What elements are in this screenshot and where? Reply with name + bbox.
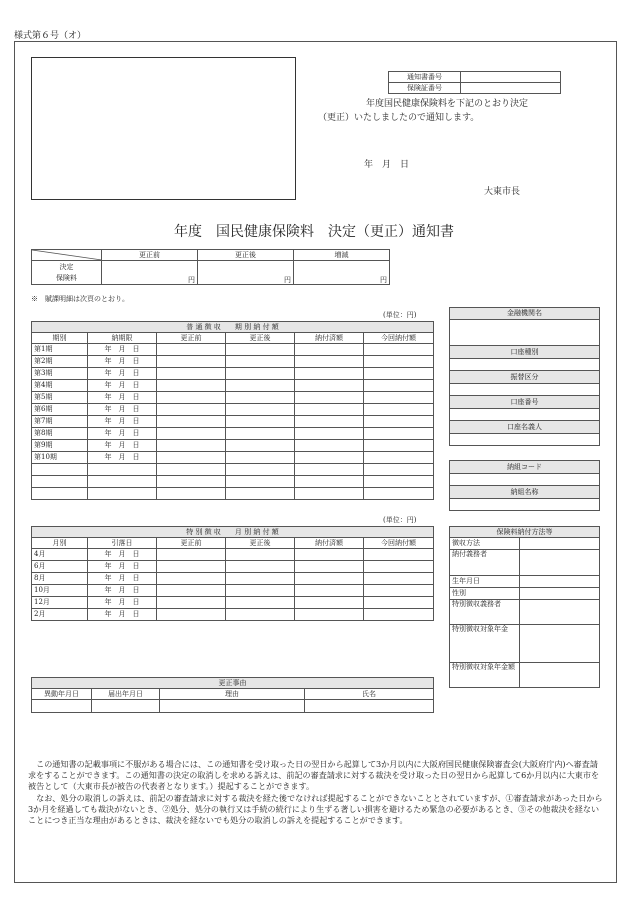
regular-amount-cell bbox=[295, 416, 364, 428]
special-header-5: 今回納付額 bbox=[364, 538, 434, 549]
notice-date: 年 月 日 bbox=[364, 160, 410, 170]
special-amount-cell bbox=[157, 561, 226, 573]
regular-row bbox=[32, 344, 434, 356]
regular-amount-cell bbox=[295, 380, 364, 392]
regular-amount-cell bbox=[364, 416, 434, 428]
regular-period-label bbox=[32, 476, 88, 488]
correction-table bbox=[31, 677, 434, 713]
special-header-4: 納付済額 bbox=[295, 538, 364, 549]
regular-amount-cell bbox=[226, 440, 295, 452]
correction-cell bbox=[305, 700, 434, 713]
regular-amount-cell bbox=[295, 368, 364, 380]
regular-date bbox=[88, 476, 157, 488]
gender-label: 性別 bbox=[450, 588, 520, 600]
regular-date: 年 月 日 bbox=[88, 368, 157, 380]
bank-name-label: 金融機関名 bbox=[450, 308, 600, 320]
regular-amount-cell bbox=[157, 416, 226, 428]
transfer-type-value bbox=[450, 384, 600, 396]
payment-method-table bbox=[449, 526, 600, 688]
regular-period-label bbox=[32, 464, 88, 476]
regular-period-label: 第3期 bbox=[32, 368, 88, 380]
regular-amount-cell bbox=[295, 392, 364, 404]
regular-amount-cell bbox=[226, 476, 295, 488]
correction-head-name: 氏名 bbox=[305, 689, 434, 700]
correction-head-change-date: 異動年月日 bbox=[32, 689, 92, 700]
collection-method-label: 徴収方法 bbox=[450, 538, 520, 550]
regular-row bbox=[32, 428, 434, 440]
payment-code-value bbox=[450, 474, 600, 486]
insurance-number-label: 保険証番号 bbox=[389, 83, 461, 94]
notice-number-value bbox=[461, 72, 561, 83]
special-amount-cell bbox=[364, 609, 434, 621]
special-title: 特 別 徴 収 月 別 納 付 額 bbox=[32, 527, 434, 538]
regular-header-1: 納期限 bbox=[88, 333, 157, 344]
obligor-value bbox=[520, 550, 600, 576]
regular-amount-cell bbox=[364, 428, 434, 440]
summary-col-after: 更正後 bbox=[198, 250, 294, 261]
special-header-3: 更正後 bbox=[226, 538, 295, 549]
notice-number-table bbox=[388, 71, 561, 94]
special-date: 年 月 日 bbox=[88, 609, 157, 621]
special-amount-cell bbox=[226, 573, 295, 585]
regular-period-label: 第7期 bbox=[32, 416, 88, 428]
special-amount-cell bbox=[157, 573, 226, 585]
special-pension-amount-value bbox=[520, 663, 600, 688]
regular-header-5: 今回納付額 bbox=[364, 333, 434, 344]
regular-amount-cell bbox=[364, 488, 434, 500]
special-amount-cell bbox=[226, 549, 295, 561]
regular-amount-cell bbox=[364, 368, 434, 380]
regular-amount-cell bbox=[157, 344, 226, 356]
regular-amount-cell bbox=[364, 344, 434, 356]
regular-header-3: 更正後 bbox=[226, 333, 295, 344]
payment-method-title: 保険料納付方法等 bbox=[450, 527, 600, 538]
correction-head-reason: 理由 bbox=[160, 689, 305, 700]
special-date: 年 月 日 bbox=[88, 585, 157, 597]
regular-amount-cell bbox=[157, 476, 226, 488]
regular-amount-cell bbox=[226, 392, 295, 404]
special-amount-cell bbox=[295, 561, 364, 573]
special-date: 年 月 日 bbox=[88, 561, 157, 573]
regular-row bbox=[32, 368, 434, 380]
special-date: 年 月 日 bbox=[88, 573, 157, 585]
birthdate-value bbox=[520, 576, 600, 588]
regular-amount-cell bbox=[226, 428, 295, 440]
special-header-2: 更正前 bbox=[157, 538, 226, 549]
special-amount-cell bbox=[295, 549, 364, 561]
regular-row bbox=[32, 464, 434, 476]
regular-date: 年 月 日 bbox=[88, 356, 157, 368]
appeal-notice: この通知書の記載事項に不服がある場合には、この通知書を受け取った日の翌日から起算して3か月以内に大阪府国民健康保険審査会(大阪府庁内)へ審査請求をすることができます。この通知書の決定の取消しを求める訴えは、前記の審査請求に対する裁決を受け取った日の翌日から起算して6か月以内に大東市を被告として（大東市長が被告の代表者となります。）提起することができます。 なお、処分の取消しの訴えは、前記の審査請求に対する裁決を経た後でなければ提起することができないこととされていますが、①審査請求があった日から3か月を経過しても裁決がないとき、②処分、処分の執行又は手続の続行により生ずる著しい損害を避けるため緊急の必要があるとき、③その他裁決を経ないことにつき正当な理由があるときは、裁決を経ないでも処分の取消しの訴えを提起することができます。 bbox=[28, 759, 603, 826]
regular-amount-cell bbox=[226, 368, 295, 380]
regular-amount-cell bbox=[157, 452, 226, 464]
special-amount-cell bbox=[157, 585, 226, 597]
regular-amount-cell bbox=[364, 356, 434, 368]
special-header-1: 引落日 bbox=[88, 538, 157, 549]
special-period-label: 8月 bbox=[32, 573, 88, 585]
account-holder-label: 口座名義人 bbox=[450, 421, 600, 434]
unit-label-special: (単位：円) bbox=[383, 516, 417, 524]
special-header-0: 月別 bbox=[32, 538, 88, 549]
regular-amount-cell bbox=[295, 476, 364, 488]
regular-amount-cell bbox=[157, 392, 226, 404]
special-amount-cell bbox=[226, 561, 295, 573]
payment-code-label: 納組コード bbox=[450, 461, 600, 474]
regular-amount-cell bbox=[157, 380, 226, 392]
regular-amount-cell bbox=[295, 404, 364, 416]
regular-row bbox=[32, 356, 434, 368]
regular-header-4: 納付済額 bbox=[295, 333, 364, 344]
regular-date: 年 月 日 bbox=[88, 452, 157, 464]
notice-number-label: 通知書番号 bbox=[389, 72, 461, 83]
regular-amount-cell bbox=[226, 464, 295, 476]
special-amount-cell bbox=[364, 585, 434, 597]
regular-amount-cell bbox=[364, 404, 434, 416]
special-amount-cell bbox=[364, 561, 434, 573]
address-window bbox=[31, 57, 296, 200]
special-pension-label: 特別徴収対象年金 bbox=[450, 625, 520, 663]
regular-row bbox=[32, 440, 434, 452]
special-amount-cell bbox=[157, 549, 226, 561]
regular-amount-cell bbox=[157, 368, 226, 380]
issuer: 大東市長 bbox=[484, 187, 521, 197]
regular-date: 年 月 日 bbox=[88, 392, 157, 404]
regular-header-2: 更正前 bbox=[157, 333, 226, 344]
correction-cell bbox=[160, 700, 305, 713]
summary-row-label: 決定 保険料 bbox=[32, 261, 102, 285]
regular-row bbox=[32, 488, 434, 500]
special-collection-table bbox=[31, 526, 434, 621]
account-holder-value bbox=[450, 434, 600, 446]
summary-after-value: 円 bbox=[198, 261, 294, 285]
special-amount-cell bbox=[364, 573, 434, 585]
special-pension-value bbox=[520, 625, 600, 663]
correction-cell bbox=[92, 700, 160, 713]
account-type-label: 口座種別 bbox=[450, 346, 600, 359]
regular-row bbox=[32, 404, 434, 416]
regular-date bbox=[88, 464, 157, 476]
account-type-value bbox=[450, 359, 600, 371]
regular-period-label: 第10期 bbox=[32, 452, 88, 464]
special-amount-cell bbox=[157, 609, 226, 621]
special-row bbox=[32, 573, 434, 585]
regular-amount-cell bbox=[364, 476, 434, 488]
account-number-label: 口座番号 bbox=[450, 396, 600, 409]
summary-corner bbox=[32, 250, 102, 261]
transfer-type-label: 振替区分 bbox=[450, 371, 600, 384]
regular-amount-cell bbox=[226, 488, 295, 500]
regular-amount-cell bbox=[226, 344, 295, 356]
notice-message: 年度国民健康保険料を下記のとおり決定（更正）いたしましたので通知します。 bbox=[318, 99, 529, 123]
regular-row bbox=[32, 380, 434, 392]
regular-amount-cell bbox=[295, 452, 364, 464]
collection-method-value bbox=[520, 538, 600, 550]
regular-amount-cell bbox=[364, 392, 434, 404]
obligor-label: 納付義務者 bbox=[450, 550, 520, 576]
special-amount-cell bbox=[295, 585, 364, 597]
breakdown-note: ※ 賦課明細は次頁のとおり。 bbox=[31, 295, 129, 303]
regular-period-label: 第8期 bbox=[32, 428, 88, 440]
correction-head-report-date: 届出年月日 bbox=[92, 689, 160, 700]
regular-period-label: 第4期 bbox=[32, 380, 88, 392]
regular-date: 年 月 日 bbox=[88, 344, 157, 356]
regular-date: 年 月 日 bbox=[88, 404, 157, 416]
regular-date bbox=[88, 488, 157, 500]
regular-title: 普 通 徴 収 期 別 納 付 額 bbox=[32, 322, 434, 333]
regular-amount-cell bbox=[295, 344, 364, 356]
regular-amount-cell bbox=[226, 452, 295, 464]
special-obligor-label: 特別徴収義務者 bbox=[450, 600, 520, 625]
regular-amount-cell bbox=[295, 440, 364, 452]
special-date: 年 月 日 bbox=[88, 597, 157, 609]
regular-amount-cell bbox=[364, 440, 434, 452]
special-period-label: 6月 bbox=[32, 561, 88, 573]
regular-amount-cell bbox=[226, 404, 295, 416]
regular-amount-cell bbox=[295, 428, 364, 440]
regular-collection-table bbox=[31, 321, 434, 500]
summary-col-diff: 増減 bbox=[294, 250, 390, 261]
payment-name-value bbox=[450, 499, 600, 511]
regular-date: 年 月 日 bbox=[88, 428, 157, 440]
regular-amount-cell bbox=[157, 428, 226, 440]
regular-row bbox=[32, 392, 434, 404]
regular-date: 年 月 日 bbox=[88, 380, 157, 392]
special-amount-cell bbox=[295, 573, 364, 585]
account-number-value bbox=[450, 409, 600, 421]
special-period-label: 10月 bbox=[32, 585, 88, 597]
insurance-number-value bbox=[461, 83, 561, 94]
summary-before-value: 円 bbox=[102, 261, 198, 285]
birthdate-label: 生年月日 bbox=[450, 576, 520, 588]
regular-header-0: 期別 bbox=[32, 333, 88, 344]
special-amount-cell bbox=[364, 549, 434, 561]
special-row bbox=[32, 549, 434, 561]
regular-amount-cell bbox=[226, 416, 295, 428]
special-amount-cell bbox=[295, 609, 364, 621]
special-row bbox=[32, 561, 434, 573]
regular-period-label bbox=[32, 488, 88, 500]
regular-row bbox=[32, 452, 434, 464]
regular-amount-cell bbox=[157, 440, 226, 452]
special-row bbox=[32, 609, 434, 621]
regular-period-label: 第9期 bbox=[32, 440, 88, 452]
special-amount-cell bbox=[157, 597, 226, 609]
regular-amount-cell bbox=[295, 356, 364, 368]
regular-period-label: 第5期 bbox=[32, 392, 88, 404]
regular-date: 年 月 日 bbox=[88, 440, 157, 452]
regular-amount-cell bbox=[157, 464, 226, 476]
regular-date: 年 月 日 bbox=[88, 416, 157, 428]
special-date: 年 月 日 bbox=[88, 549, 157, 561]
special-amount-cell bbox=[226, 597, 295, 609]
regular-row bbox=[32, 416, 434, 428]
special-period-label: 12月 bbox=[32, 597, 88, 609]
bank-name-value bbox=[450, 320, 600, 346]
gender-value bbox=[520, 588, 600, 600]
payment-group-table bbox=[449, 460, 600, 511]
correction-cell bbox=[32, 700, 92, 713]
bank-info-table bbox=[449, 307, 600, 446]
regular-amount-cell bbox=[157, 488, 226, 500]
special-amount-cell bbox=[226, 609, 295, 621]
regular-amount-cell bbox=[295, 488, 364, 500]
special-obligor-value bbox=[520, 600, 600, 625]
payment-name-label: 納組名称 bbox=[450, 486, 600, 499]
regular-period-label: 第2期 bbox=[32, 356, 88, 368]
regular-amount-cell bbox=[226, 356, 295, 368]
summary-col-before: 更正前 bbox=[102, 250, 198, 261]
regular-amount-cell bbox=[295, 464, 364, 476]
regular-amount-cell bbox=[364, 464, 434, 476]
special-amount-cell bbox=[364, 597, 434, 609]
regular-period-label: 第1期 bbox=[32, 344, 88, 356]
special-row bbox=[32, 597, 434, 609]
unit-label-regular: (単位：円) bbox=[383, 311, 417, 319]
special-row bbox=[32, 585, 434, 597]
regular-period-label: 第6期 bbox=[32, 404, 88, 416]
summary-table bbox=[31, 249, 390, 285]
regular-amount-cell bbox=[364, 452, 434, 464]
document-title: 年度 国民健康保険料 決定（更正）通知書 bbox=[174, 224, 454, 240]
special-period-label: 2月 bbox=[32, 609, 88, 621]
regular-amount-cell bbox=[364, 380, 434, 392]
regular-amount-cell bbox=[157, 404, 226, 416]
special-amount-cell bbox=[226, 585, 295, 597]
special-pension-amount-label: 特別徴収対象年金額 bbox=[450, 663, 520, 688]
regular-row bbox=[32, 476, 434, 488]
correction-title: 更正事由 bbox=[32, 678, 434, 689]
special-period-label: 4月 bbox=[32, 549, 88, 561]
regular-amount-cell bbox=[157, 356, 226, 368]
form-number: 様式第６号（オ） bbox=[14, 31, 87, 41]
regular-amount-cell bbox=[226, 380, 295, 392]
special-amount-cell bbox=[295, 597, 364, 609]
summary-diff-value: 円 bbox=[294, 261, 390, 285]
